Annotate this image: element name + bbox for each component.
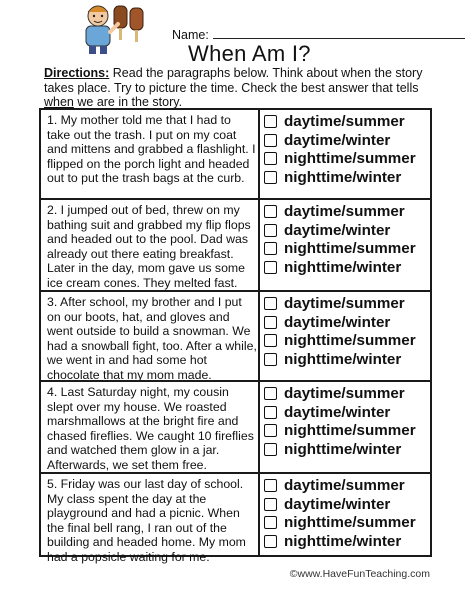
answer-option-label: nighttime/winter — [284, 440, 402, 458]
checkbox-icon[interactable] — [264, 316, 277, 329]
answer-option-label: daytime/summer — [284, 294, 405, 312]
answer-option[interactable] — [264, 112, 428, 131]
checkbox-icon[interactable] — [264, 443, 277, 456]
answer-option[interactable] — [264, 331, 428, 350]
answer-options — [264, 384, 428, 459]
question-row — [41, 472, 430, 564]
answer-option[interactable] — [264, 239, 428, 258]
name-blank-line — [213, 27, 465, 39]
answer-option[interactable] — [264, 421, 428, 440]
answer-option-label: nighttime/summer — [284, 150, 416, 168]
directions-end: we are in the story. — [73, 95, 183, 109]
question-passage: 4. Last Saturday night, my cousin slept over my house. We roasted marshmallows at the bright fire and chased fireflies. We caught 10 fireflies and watched them glow in a jar. Afterwards, we set them free. — [47, 385, 254, 472]
directions-label: Directions: — [44, 66, 110, 80]
checkbox-icon[interactable] — [264, 205, 277, 218]
checkbox-icon[interactable] — [264, 353, 277, 366]
checkbox-icon[interactable] — [264, 334, 277, 347]
answer-option[interactable] — [264, 440, 428, 459]
directions-body: Read the paragraphs below. Think about when the story takes place. Try to picture the time. Check the best answer that tells — [44, 66, 423, 95]
answer-option[interactable] — [264, 403, 428, 422]
answer-option-label: daytime/winter — [284, 221, 391, 239]
question-passage: 5. Friday was our last day of school. My class spent the day at the playground and had a picnic. When the final bell rang, I ran out of the building and headed home. My mom had a popsicle waiting for me. — [47, 477, 246, 564]
answer-options — [264, 202, 428, 277]
name-field — [172, 27, 465, 42]
worksheet-title: When Am I? — [188, 41, 311, 66]
checkbox-icon[interactable] — [264, 387, 277, 400]
answer-option-label: nighttime/summer — [284, 332, 416, 350]
answer-option-label: nighttime/summer — [284, 240, 416, 258]
answer-option-label: nighttime/winter — [284, 168, 402, 186]
answer-option[interactable] — [264, 476, 428, 495]
question-passage: 1. My mother told me that I had to take out the trash. I put on my coat and mittens and grabbed a flashlight. I flipped on the porch light and headed out to put the trash bags at the curb. — [47, 113, 256, 186]
checkbox-icon[interactable] — [264, 479, 277, 492]
answer-options — [264, 476, 428, 551]
answer-option-label: daytime/summer — [284, 476, 405, 494]
question-row — [41, 290, 430, 380]
checkbox-icon[interactable] — [264, 535, 277, 548]
question-passage: 3. After school, my brother and I put on our boots, hat, and gloves and went outside to build a snowman. We had a snowball fight, too. After a while, we went in and had some hot chocolate that my mom made. — [47, 295, 257, 382]
kids-with-popsicles-clipart — [14, 2, 164, 56]
questions-table — [39, 108, 432, 564]
answer-option[interactable] — [264, 532, 428, 551]
checkbox-icon[interactable] — [264, 406, 277, 419]
name-label: Name: — [172, 28, 209, 42]
answer-option-label: daytime/winter — [284, 131, 391, 149]
answer-option[interactable] — [264, 384, 428, 403]
checkbox-icon[interactable] — [264, 115, 277, 128]
question-passage: 2. I jumped out of bed, threw on my bathing suit and grabbed my flip flops and headed out to the pool. Dad was already out there eating breakfast. Later in the day, mom gave us some ice cream cones. They melted fast. — [47, 203, 251, 290]
directions-text — [44, 66, 440, 110]
answer-option-label: daytime/winter — [284, 313, 391, 331]
answer-option[interactable] — [264, 221, 428, 240]
answer-option[interactable] — [264, 168, 428, 187]
answer-option[interactable] — [264, 202, 428, 221]
checkbox-icon[interactable] — [264, 516, 277, 529]
answer-option-label: nighttime/summer — [284, 422, 416, 440]
answer-option-label: nighttime/winter — [284, 532, 402, 550]
answer-option-label: daytime/winter — [284, 495, 391, 513]
directions-underlined-word: when — [44, 95, 74, 109]
answer-option[interactable] — [264, 149, 428, 168]
answer-option[interactable] — [264, 131, 428, 150]
answer-option-label: nighttime/summer — [284, 514, 416, 532]
checkbox-icon[interactable] — [264, 261, 277, 274]
checkbox-icon[interactable] — [264, 224, 277, 237]
answer-option-label: daytime/summer — [284, 202, 405, 220]
checkbox-icon[interactable] — [264, 498, 277, 511]
checkbox-icon[interactable] — [264, 171, 277, 184]
answer-option-label: nighttime/winter — [284, 258, 402, 276]
answer-option-label: nighttime/winter — [284, 350, 402, 368]
answer-option[interactable] — [264, 313, 428, 332]
answer-options — [264, 294, 428, 369]
answer-options — [264, 112, 428, 187]
answer-option-label: daytime/summer — [284, 112, 405, 130]
checkbox-icon[interactable] — [264, 242, 277, 255]
answer-option-label: daytime/summer — [284, 384, 405, 402]
answer-option[interactable] — [264, 513, 428, 532]
answer-option[interactable] — [264, 350, 428, 369]
checkbox-icon[interactable] — [264, 424, 277, 437]
checkbox-icon[interactable] — [264, 134, 277, 147]
checkbox-icon[interactable] — [264, 152, 277, 165]
answer-option[interactable] — [264, 495, 428, 514]
answer-option[interactable] — [264, 294, 428, 313]
answer-option[interactable] — [264, 258, 428, 277]
question-row — [41, 110, 430, 198]
checkbox-icon[interactable] — [264, 297, 277, 310]
answer-option-label: daytime/winter — [284, 403, 391, 421]
copyright-footer: ©www.HaveFunTeaching.com — [289, 568, 430, 580]
question-row — [41, 380, 430, 472]
question-row — [41, 198, 430, 290]
